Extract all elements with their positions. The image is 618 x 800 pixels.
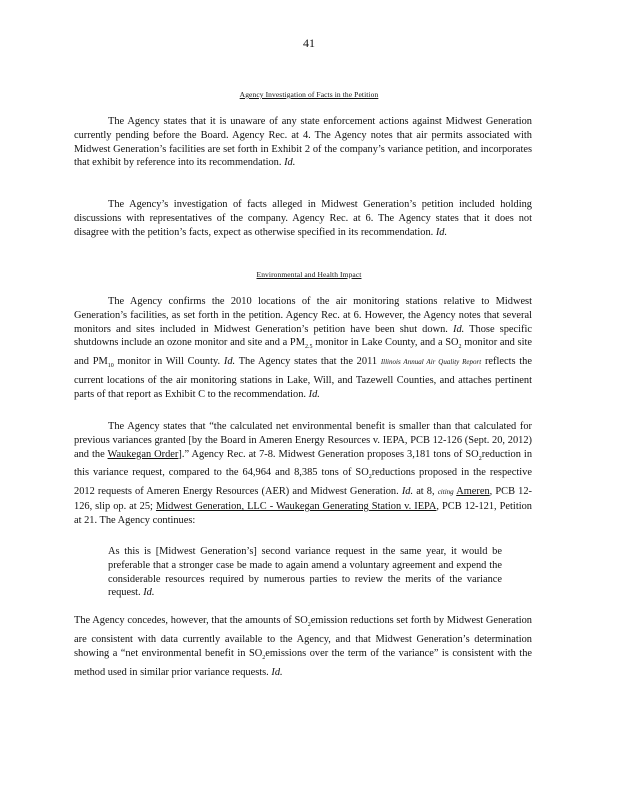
- citation-id: Id.: [435, 226, 448, 238]
- paragraph-monitoring: The Agency confirms the 2010 locations of the air monitoring stations relative to Midwest Generation’s facilities, as set forth in the petition. Agency Rec. at 6. However, the Agency notes that several monitors and sites included in Midwest Generation’s petition have been shut down. Id. Those specific shutdowns include an ozone monitor and site and a $PM_{2.5}$ monitor in Lake County, and a $SO_2$ monitor and site and $PM_{10}$ monitor in Will County. Id. The Agency states that the 2011 Illinois Annual Air Quality Report reflects the current locations of the air monitoring stations in Lake, Will, and Tazewell Counties, and attaches pertinent parts of that report as Exhibit C to the recommendation. Id.: [74, 296, 532, 400]
- section-heading-environmental: Environmental and Health Impact: [256, 270, 362, 279]
- paragraph-net-benefit: The Agency states that “the calculated net environmental benefit is smaller than that calculated for previous variances granted [by the Board in Ameren Energy Resources v. IEPA, PCB 12-126 (Sept. 20, 2012) and the Waukegan Order].” Agency Rec. at 7-8. Midwest Generation proposes 3,181 tons of $SO_2reduction$ in this variance request, compared to the 64,964 and 8,385 tons of $SO_2reductions$ proposed in the respective 2012 requests of Ameren Energy Resources (AER) and Midwest Generation. Id. at 8, citing Ameren, PCB 12-126, slip op. at 25; Midwest Generation, LLC - Waukegan Generating Station v. IEPA, PCB 12-121, Petition at 21. The Agency continues:: [74, 421, 533, 526]
- page-number: 41: [303, 36, 315, 50]
- citation-id: Id.: [271, 666, 283, 678]
- paragraph-text: The Agency’s investigation of facts alleged in Midwest Generation’s petition included holding discussions with representatives of the company. Agency Rec. at 6. The Agency states that it does not disagree with the petition’s facts, expect as otherwise specified in its recommendation.: [74, 199, 532, 238]
- paragraph-text: The Agency states that it is unaware of any state enforcement actions against Midwest Generation currently pending before the Board. Agency Rec. at 4. The Agency notes that air permits associated with Midwest Generation’s facilities are set forth in Exhibit 2 of the company’s variance petition, and incorporates that exhibit by reference into its recommendation.: [74, 116, 532, 169]
- paragraph-investigation: [74, 198, 532, 239]
- case-name-waukegan: Waukegan Order: [107, 448, 179, 460]
- citation-id: Id.: [284, 157, 296, 169]
- case-name-ameren: Ameren: [456, 486, 490, 498]
- block-quote: As this is [Midwest Generation’s] second variance request in the same year, it would be preferable that a stronger case be made to again amend a voluntary agreement and expend the considerable resources required by numerous parties to review the merits of the variance request. Id.: [108, 546, 502, 599]
- paragraph-concession: The Agency concedes, however, that the amounts of $SO_2emission$ reductions set forth by Midwest Generation are consistent with data currently available to the Agency, and that Midwest Generation’s determination showing a “net environmental benefit in $SO_2emissions$ over the term of the variance” is consistent with the method used in similar prior variance requests. Id.: [74, 615, 532, 678]
- paragraph-enforcement: [74, 115, 532, 170]
- case-name-midwest: Midwest Generation, LLC - Waukegan Generating Station v. IEPA: [155, 501, 437, 513]
- report-title: Illinois Annual Air Quality Report: [380, 358, 482, 367]
- section-heading-investigation: Agency Investigation of Facts in the Petition: [239, 90, 379, 99]
- citation-id: Id.: [143, 587, 155, 599]
